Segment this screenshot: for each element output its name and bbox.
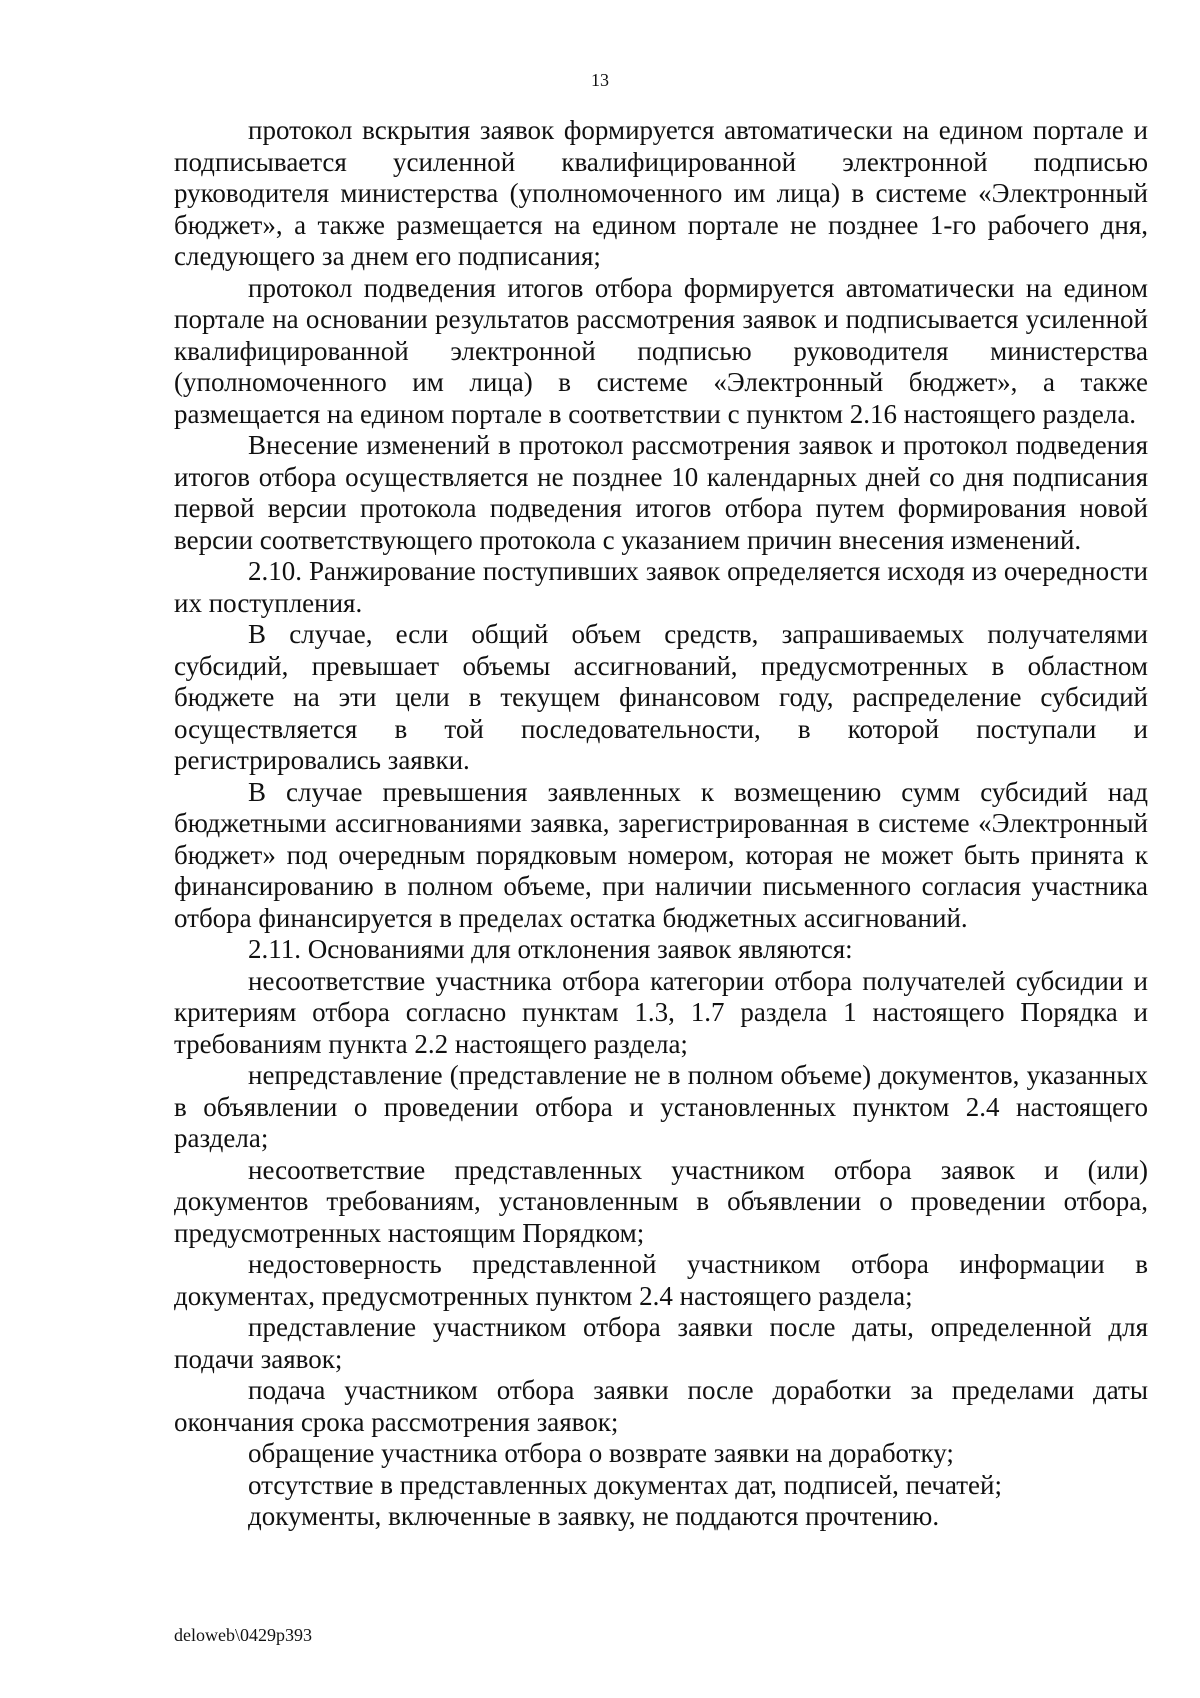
- paragraph-distribution-order: В случае, если общий объем средств, запрашиваемых получателями субсидий, превышает объемы ассигнований, предусмотренных в областном бюджете на эти цели в текущем финансовом году, распределение субсидий осуществляется в той последовательности, в которой поступали и регистрировались заявки.: [174, 619, 1148, 775]
- footer-document-code: deloweb\0429p393: [174, 1625, 312, 1645]
- page-number: 13: [591, 70, 609, 90]
- list-item-unreliable-info: недостоверность представленной участником отбора информации в документах, предусмотренных пунктом 2.4 настоящего раздела;: [174, 1249, 1148, 1311]
- list-item-documents-missing: непредставление (представление не в полном объеме) документов, указанных в объявлении о проведении отбора и установленных пунктом 2.4 настоящего раздела;: [174, 1060, 1148, 1153]
- list-item-missing-signatures: отсутствие в представленных документах дат, подписей, печатей;: [248, 1469, 1002, 1500]
- paragraph-protocol-opening: протокол вскрытия заявок формируется автоматически на едином портале и подписывается усиленной квалифицированной электронной подписью руководителя министерства (уполномоченного им лица) в системе «Электронный бюджет», а также размещается на едином портале не позднее 1-го рабочего дня, следующего за днем его подписания;: [174, 115, 1148, 271]
- list-item-unreadable-documents: документы, включенные в заявку, не поддаются прочтению.: [248, 1501, 940, 1531]
- list-item-requirements-mismatch: несоответствие представленных участником отбора заявок и (или) документов требованиям, установленным в объявлении о проведении отбора, предусмотренных настоящим Порядком;: [174, 1154, 1148, 1248]
- paragraph-protocol-results: протокол подведения итогов отбора формируется автоматически на едином портале на основании результатов рассмотрения заявок и подписывается усиленной квалифицированной электронной подписью руководителя министерства (уполномоченного им лица) в системе «Электронный бюджет», а также размещается на едином портале в соответствии с пунктом 2.16 настоящего раздела.: [174, 272, 1148, 429]
- paragraph-exceeding-amounts: В случае превышения заявленных к возмещению сумм субсидий над бюджетными ассигнованиями заявка, зарегистрированная в системе «Электронный бюджет» под очередным порядковым номером, которая не может быть принята к финансированию в полном объеме, при наличии письменного согласия участника отбора финансируется в пределах остатка бюджетных ассигнований.: [174, 776, 1148, 933]
- list-item-late-revision: подача участником отбора заявки после доработки за пределами даты окончания срока рассмотрения заявок;: [174, 1375, 1148, 1437]
- list-item-late-submission: представление участником отбора заявки после даты, определенной для подачи заявок;: [174, 1312, 1148, 1374]
- list-item-category-mismatch: несоответствие участника отбора категории отбора получателей субсидии и критериям отбора согласно пунктам 1.3, 1.7 раздела 1 настоящего Порядка и требованиям пункта 2.2 настоящего раздела;: [174, 965, 1148, 1059]
- paragraph-2-11-rejection-grounds: 2.11. Основаниями для отклонения заявок являются:: [248, 934, 853, 964]
- document-body: [174, 115, 1148, 1533]
- paragraph-protocol-changes: Внесение изменений в протокол рассмотрения заявок и протокол подведения итогов отбора осуществляется не позднее 10 календарных дней со дня подписания первой версии протокола подведения итогов отбора путем формирования новой версии соответствующего протокола с указанием причин внесения изменений.: [174, 430, 1148, 555]
- paragraph-2-10-ranking: 2.10. Ранжирование поступивших заявок определяется исходя из очередности их поступления.: [174, 556, 1148, 618]
- list-item-return-request: обращение участника отбора о возврате заявки на доработку;: [248, 1438, 954, 1468]
